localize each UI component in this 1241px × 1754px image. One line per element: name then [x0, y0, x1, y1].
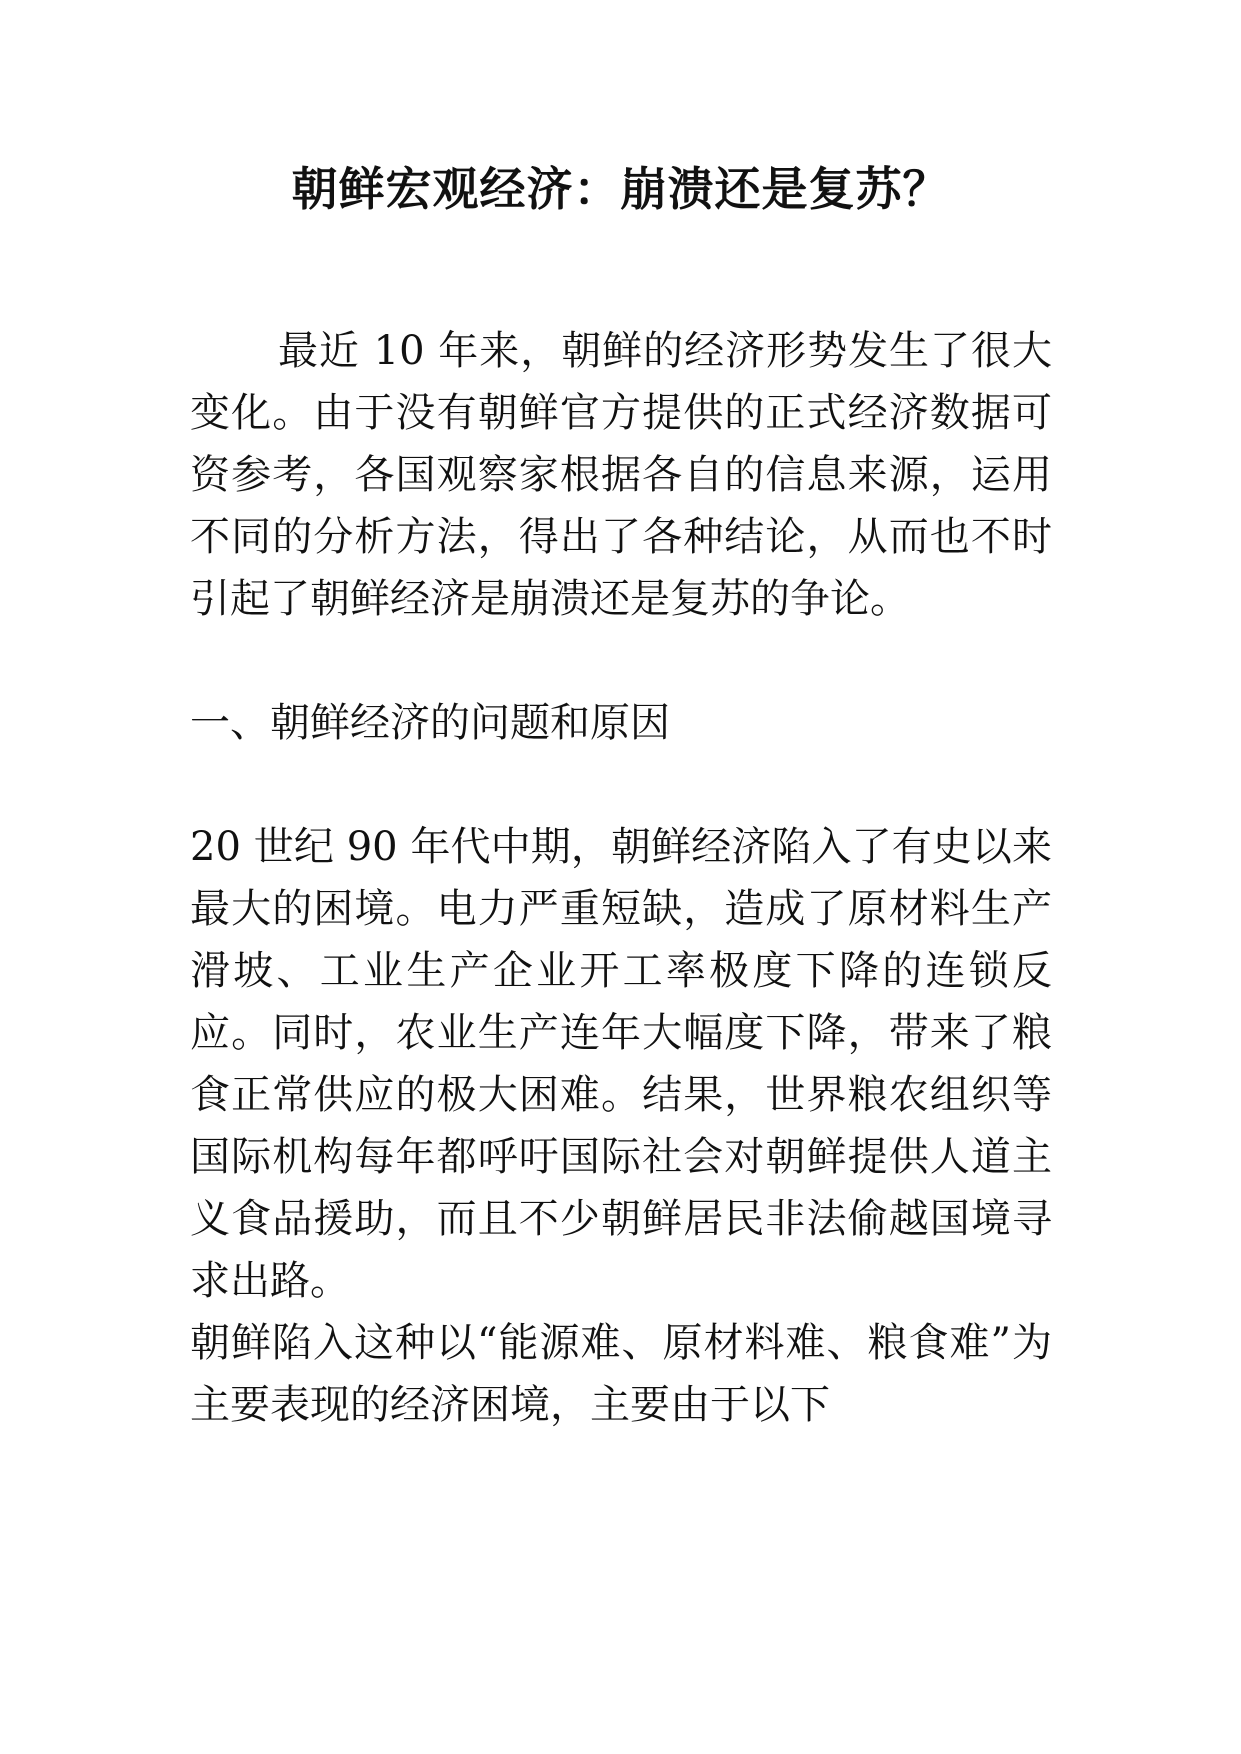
intro-paragraph: 最近 10 年来，朝鲜的经济形势发生了很大变化。由于没有朝鲜官方提供的正式经济数据可资参考，各国观察家根据各自的信息来源，运用不同的分析方法，得出了各种结论，从而也不时引起了朝鲜经济是崩溃还是复苏的争论。 [190, 328, 1052, 622]
section-heading: 一、朝鲜经济的问题和原因 [190, 700, 670, 746]
spacer [190, 754, 1052, 816]
document-title: 朝鲜宏观经济：崩溃还是复苏？ [291, 162, 950, 216]
body-paragraph: 20 世纪 90 年代中期，朝鲜经济陷入了有史以来最大的困境。电力严重短缺，造成了原材料生产滑坡、工业生产企业开工率极度下降的连锁反应。同时，农业生产连年大幅度下降，带来了粮食正常供应的极大困难。结果，世界粮农组织等国际机构每年都呼吁国际社会对朝鲜提供人道主义食品援助，而且不少朝鲜居民非法偷越国境寻求出路。 [190, 824, 1052, 1304]
body-paragraph: 朝鲜陷入这种以“能源难、原材料难、粮食难”为主要表现的经济困境，主要由于以下 [190, 1320, 1052, 1428]
spacer [190, 630, 1052, 692]
document-body [190, 320, 1052, 1436]
